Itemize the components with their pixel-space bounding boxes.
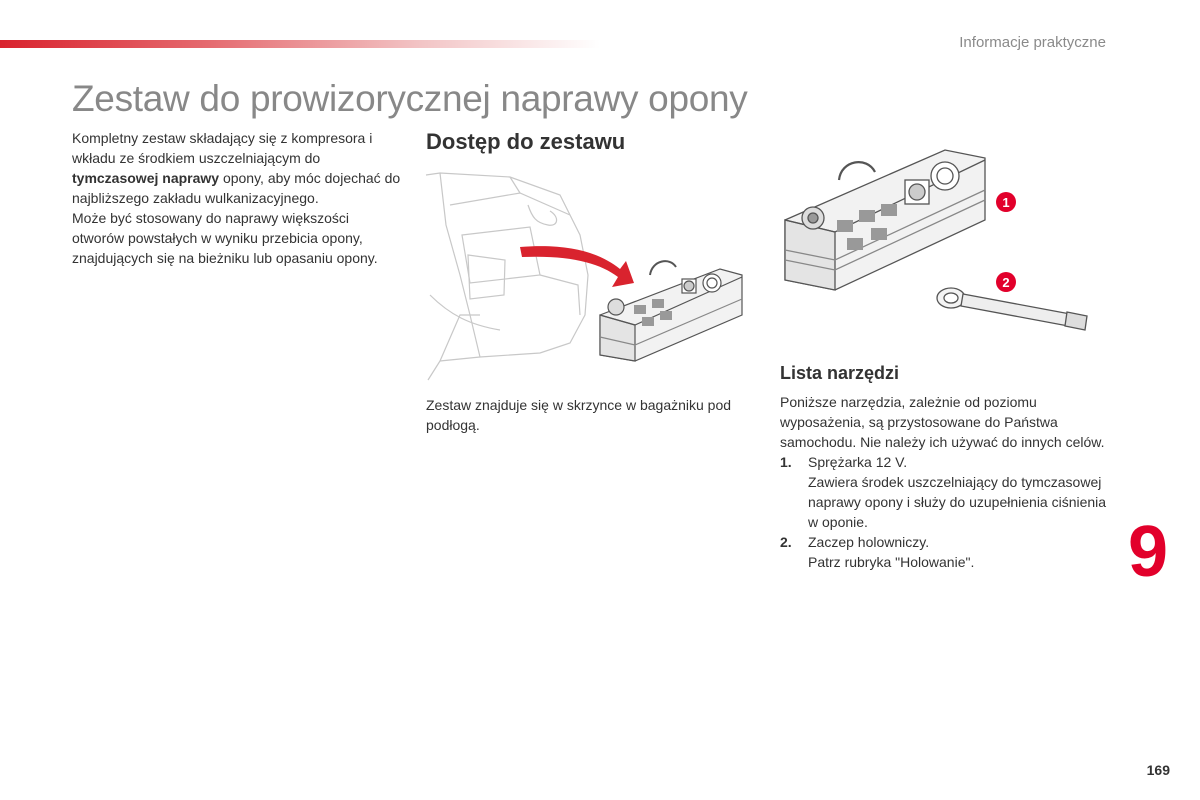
callout-badge-1 bbox=[996, 192, 1016, 212]
intro-paragraph-2: Może być stosowany do naprawy większości otworów powstałych w wyniku przebicia opony, znajdujących się na bieżniku lub opasaniu opony. bbox=[72, 210, 378, 266]
page-number: 169 bbox=[1146, 762, 1170, 778]
trunk-caption: Zestaw znajduje się w skrzynce w bagażniku pod podłogą. bbox=[426, 397, 732, 433]
access-section bbox=[426, 128, 756, 156]
section-label: Informacje praktyczne bbox=[959, 34, 1106, 51]
compressor-case bbox=[785, 150, 985, 290]
callout-badge-2 bbox=[996, 272, 1016, 292]
page-title: Zestaw do prowizorycznej naprawy opony bbox=[72, 78, 748, 119]
tools-list bbox=[780, 452, 1110, 572]
list-item: 2. Zaczep holowniczy. Patrz rubryka "Holowanie". bbox=[780, 534, 975, 570]
intro-bold-term: tymczasowej naprawy bbox=[72, 170, 220, 186]
tools-intro: Poniższe narzędzia, zależnie od poziomu wyposażenia, są przystosowane do Państwa samochodu. Nie należy ich używać do innych celów. bbox=[780, 394, 1105, 450]
svg-text:2: 2 bbox=[1002, 275, 1010, 290]
tools-illustration bbox=[775, 140, 1105, 340]
trunk-illustration bbox=[420, 165, 750, 385]
access-heading: Dostęp do zestawu bbox=[426, 129, 626, 154]
tools-heading: Lista narzędzi bbox=[780, 363, 900, 383]
towing-eye bbox=[937, 288, 1087, 330]
tools-section bbox=[780, 360, 1110, 572]
svg-text:1: 1 bbox=[1002, 195, 1010, 210]
list-item: 1. Sprężarka 12 V. Zawiera środek uszczelniający do tymczasowej naprawy opony i służy do uzupełnienia ciśnienia w oponie. bbox=[780, 454, 1107, 530]
intro-text bbox=[72, 128, 402, 268]
header-accent-bar bbox=[0, 40, 600, 48]
red-arrow-icon bbox=[520, 246, 634, 287]
intro-paragraph-1: Kompletny zestaw składający się z kompresora i wkładu ze środkiem uszczelniającym do tymczasowej naprawy opony, aby móc dojechać do najbliższego zakładu wulkanizacyjnego. bbox=[72, 130, 401, 206]
chapter-number: 9 bbox=[1128, 512, 1169, 592]
